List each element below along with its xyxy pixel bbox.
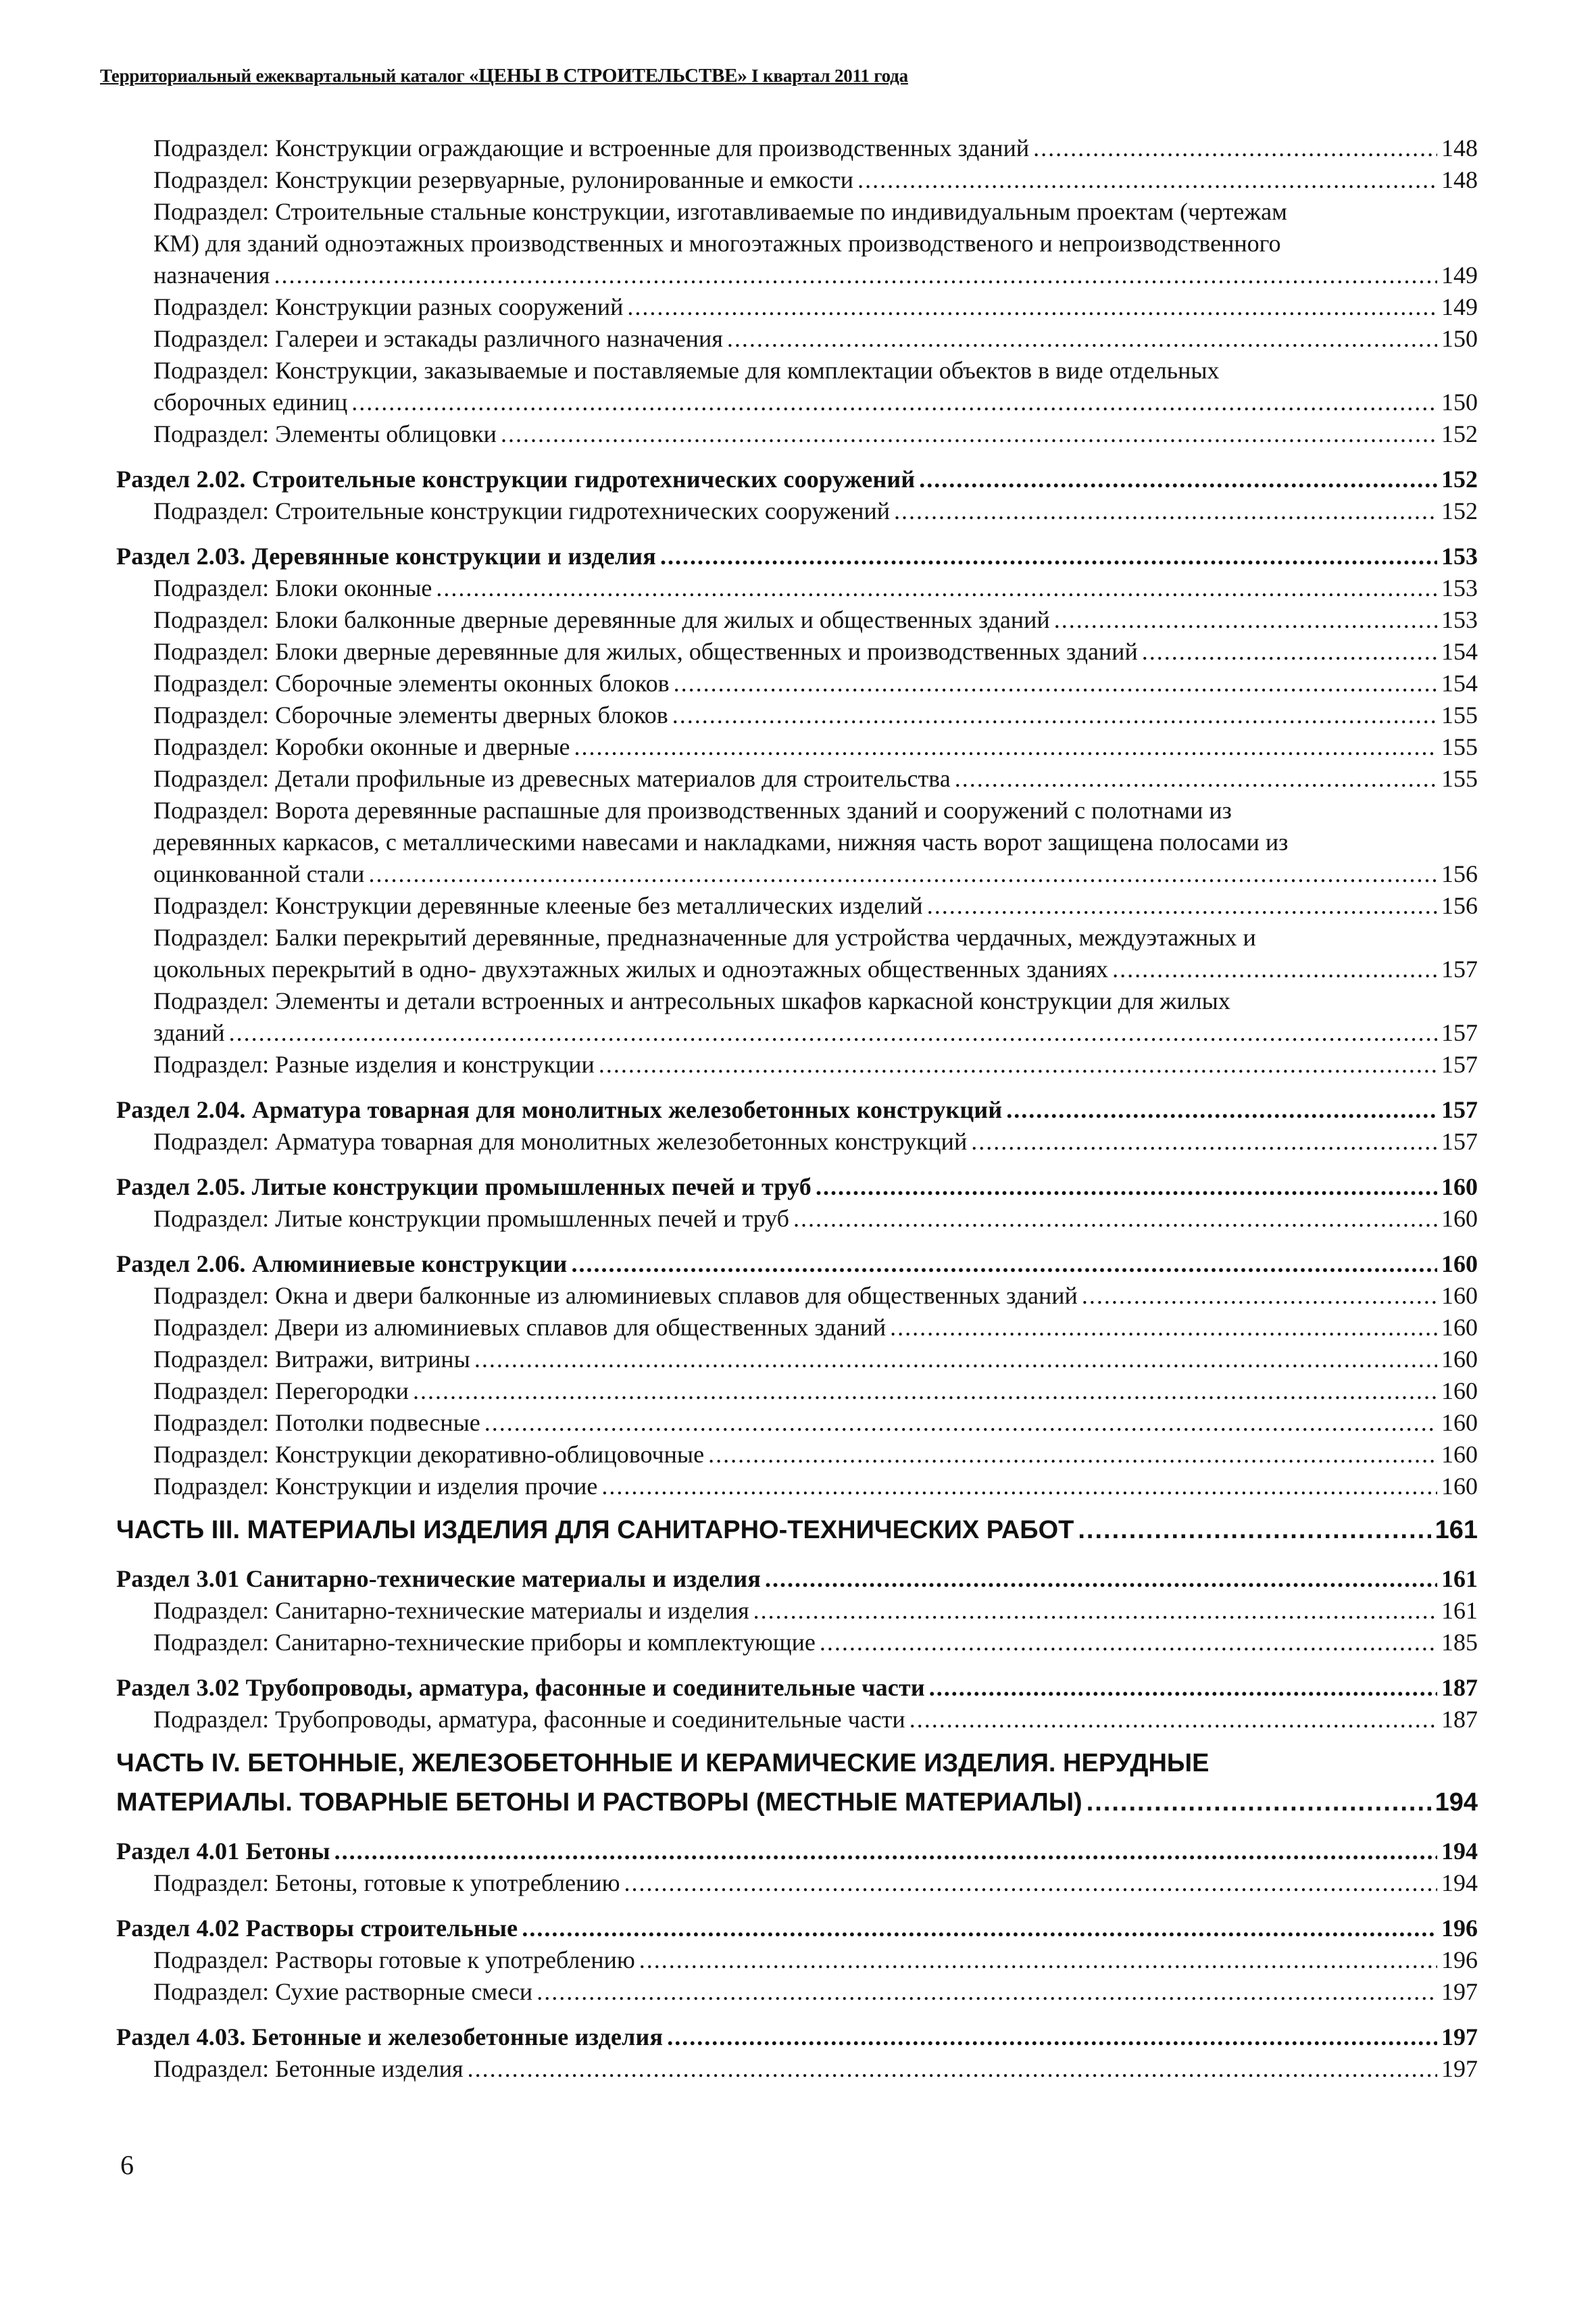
subsection-entry-title: Подраздел: Бетоны, готовые к употреблению (153, 1869, 620, 1896)
subsection-entry[interactable] (116, 1203, 1478, 1235)
header-catalog-title: «ЦЕНЫ В СТРОИТЕЛЬСТВЕ» (468, 65, 747, 87)
dot-leader (753, 1595, 1437, 1627)
dot-leader (1054, 604, 1437, 636)
subsection-entry-title: Подраздел: Растворы готовые к употреблению (153, 1946, 635, 1973)
dot-leader (857, 164, 1437, 196)
subsection-entry-page: 157 (1441, 956, 1478, 983)
subsection-entry-page: 152 (1441, 497, 1478, 524)
subsection-entry-title-line: сборочных единиц (153, 389, 348, 416)
section-entry-title: Раздел 2.06. Алюминиевые конструкции (116, 1250, 568, 1277)
section-entry-title: Раздел 3.01 Санитарно-технические материалы и изделия (116, 1565, 762, 1592)
table-of-contents (116, 132, 1478, 2085)
dot-leader (674, 668, 1437, 699)
subsection-entry[interactable] (116, 572, 1478, 604)
part-entry-last-line (116, 1783, 1478, 1822)
section-entry-title: Раздел 2.05. Литые конструкции промышленных печей и труб (116, 1173, 812, 1200)
part-entry[interactable] (116, 1744, 1478, 1822)
dot-leader (474, 1344, 1437, 1375)
subsection-entry[interactable] (116, 132, 1478, 164)
subsection-entry-title-line: КМ) для зданий одноэтажных производственных и многоэтажных производственого и непроизводственного (153, 230, 1281, 257)
subsection-entry[interactable] (116, 1312, 1478, 1344)
subsection-entry-title: Подраздел: Конструкции резервуарные, рулонированные и емкости (153, 166, 854, 193)
subsection-entry-title: Подраздел: Санитарно-технические приборы и комплектующие (153, 1629, 816, 1656)
subsection-entry-page: 156 (1441, 860, 1478, 887)
subsection-entry-page: 160 (1441, 1473, 1478, 1500)
subsection-entry-title: Подраздел: Конструкции деревянные клееные без металлических изделий (153, 892, 923, 919)
subsection-entry-last-line (153, 387, 1478, 418)
subsection-entry[interactable] (116, 795, 1478, 890)
subsection-entry-title-line: Подраздел: Строительные стальные конструкции, изготавливаемые по индивидуальным проектам (чертежам (153, 198, 1287, 225)
dot-leader (1006, 1094, 1437, 1126)
subsection-entry-title: Подраздел: Окна и двери балконные из алюминиевых сплавов для общественных зданий (153, 1282, 1078, 1309)
subsection-entry-page: 160 (1441, 1314, 1478, 1341)
dot-leader (413, 1375, 1437, 1407)
subsection-entry[interactable] (116, 1126, 1478, 1158)
subsection-entry-title-line: зданий (153, 1019, 225, 1046)
section-entry-page: 161 (1441, 1565, 1478, 1592)
subsection-entry-title-line: цокольных перекрытий в одно- двухэтажных жилых и одноэтажных общественных зданиях (153, 956, 1109, 983)
subsection-entry-title: Подраздел: Конструкции разных сооружений (153, 293, 624, 320)
dot-leader (574, 731, 1437, 763)
subsection-entry-title: Подраздел: Детали профильные из древесных материалов для строительства (153, 765, 951, 792)
section-entry-page: 187 (1441, 1674, 1478, 1701)
subsection-entry-page: 185 (1441, 1629, 1478, 1656)
section-entry-title: Раздел 4.01 Бетоны (116, 1838, 330, 1865)
subsection-entry-last-line (153, 1017, 1478, 1049)
header-prefix: Территориальный ежеквартальный каталог (100, 66, 469, 86)
dot-leader (894, 495, 1437, 527)
section-entry[interactable] (116, 464, 1478, 495)
dot-leader (727, 323, 1437, 355)
subsection-entry[interactable] (116, 1627, 1478, 1658)
subsection-entry-title-line: Подраздел: Конструкции, заказываемые и поставляемые для комплектации объектов в виде отдельных (153, 357, 1220, 384)
subsection-entry[interactable] (116, 668, 1478, 699)
subsection-entry-title: Подраздел: Блоки дверные деревянные для жилых, общественных и производственных зданий (153, 638, 1138, 665)
dot-leader (890, 1312, 1437, 1344)
dot-leader (1078, 1510, 1430, 1550)
subsection-entry-page: 160 (1441, 1377, 1478, 1404)
subsection-entry-title: Подраздел: Арматура товарная для монолитных железобетонных конструкций (153, 1128, 968, 1155)
subsection-entry[interactable] (116, 699, 1478, 731)
subsection-entry-page: 157 (1441, 1051, 1478, 1078)
dot-leader (639, 1944, 1437, 1976)
dot-leader (927, 890, 1437, 922)
dot-leader (334, 1836, 1437, 1867)
subsection-entry[interactable] (116, 636, 1478, 668)
subsection-entry-page: 160 (1441, 1346, 1478, 1373)
subsection-entry[interactable] (116, 1049, 1478, 1081)
dot-leader (624, 1867, 1438, 1899)
subsection-entry-page: 148 (1441, 134, 1478, 162)
subsection-entry-title: Подраздел: Сборочные элементы оконных блоков (153, 670, 670, 697)
subsection-entry-title: Подраздел: Коробки оконные и дверные (153, 733, 570, 760)
section-entry[interactable] (116, 2021, 1478, 2053)
subsection-entry-page: 160 (1441, 1441, 1478, 1468)
page-number: 6 (120, 2150, 134, 2180)
subsection-entry-title-line: Подраздел: Элементы и детали встроенных и антресольных шкафов каркасной конструкции для жилых (153, 987, 1230, 1014)
section-entry[interactable] (116, 1913, 1478, 1944)
dot-leader (1082, 1280, 1437, 1312)
section-entry-title: Раздел 4.03. Бетонные и железобетонные изделия (116, 2023, 664, 2050)
subsection-entry[interactable] (116, 1471, 1478, 1502)
dot-leader (229, 1017, 1437, 1049)
subsection-entry[interactable] (116, 1867, 1478, 1899)
subsection-entry[interactable] (116, 2053, 1478, 2085)
dot-leader (919, 464, 1437, 495)
subsection-entry[interactable] (116, 731, 1478, 763)
header-suffix: I квартал 2011 года (747, 66, 908, 86)
section-entry[interactable] (116, 1248, 1478, 1280)
subsection-entry[interactable] (116, 1595, 1478, 1627)
subsection-entry[interactable] (116, 164, 1478, 196)
running-header (100, 65, 1093, 87)
subsection-entry[interactable] (116, 985, 1478, 1049)
subsection-entry-page: 154 (1441, 670, 1478, 697)
dot-leader (599, 1049, 1437, 1081)
dot-leader (436, 572, 1437, 604)
subsection-entry-page: 156 (1441, 892, 1478, 919)
dot-leader (1142, 636, 1437, 668)
subsection-entry-page: 160 (1441, 1409, 1478, 1436)
subsection-entry-title-line: деревянных каркасов, с металлическими навесами и накладками, нижняя часть ворот защищена полосами из (153, 829, 1289, 856)
part-entry-page: 194 (1435, 1788, 1478, 1817)
section-entry-title: Раздел 2.03. Деревянные конструкции и изделия (116, 543, 656, 570)
section-entry-page: 197 (1441, 2023, 1478, 2050)
subsection-entry[interactable] (116, 1944, 1478, 1976)
subsection-entry[interactable] (116, 323, 1478, 355)
subsection-entry-title: Подраздел: Конструкции ограждающие и встроенные для производственных зданий (153, 134, 1030, 162)
subsection-entry[interactable] (116, 1375, 1478, 1407)
subsection-entry-page: 153 (1441, 574, 1478, 601)
section-entry-page: 153 (1441, 543, 1478, 570)
section-entry[interactable] (116, 1836, 1478, 1867)
subsection-entry-page: 160 (1441, 1282, 1478, 1309)
subsection-entry-title-line: оцинкованной стали (153, 860, 365, 887)
section-entry[interactable] (116, 1171, 1478, 1203)
subsection-entry-page: 157 (1441, 1019, 1478, 1046)
dot-leader (820, 1627, 1437, 1658)
dot-leader (765, 1563, 1437, 1595)
dot-leader (672, 699, 1437, 731)
subsection-entry-title-line: Подраздел: Балки перекрытий деревянные, предназначенные для устройства чердачных, междуэтажных и (153, 924, 1256, 951)
subsection-entry-page: 149 (1441, 293, 1478, 320)
section-entry-title: Раздел 2.02. Строительные конструкции гидротехнических сооружений (116, 466, 916, 493)
subsection-entry-page: 149 (1441, 262, 1478, 289)
subsection-entry-page: 150 (1441, 325, 1478, 352)
subsection-entry-page: 154 (1441, 638, 1478, 665)
section-entry-title: Раздел 4.02 Растворы строительные (116, 1915, 518, 1942)
dot-leader (1033, 132, 1437, 164)
section-entry[interactable] (116, 1672, 1478, 1704)
subsection-entry-page: 157 (1441, 1128, 1478, 1155)
part-entry[interactable] (116, 1510, 1478, 1550)
section-entry-page: 160 (1441, 1173, 1478, 1200)
subsection-entry-title: Подраздел: Сухие растворные смеси (153, 1978, 533, 2005)
dot-leader (955, 763, 1437, 795)
subsection-entry-page: 155 (1441, 733, 1478, 760)
subsection-entry[interactable] (116, 922, 1478, 985)
subsection-entry-title: Подраздел: Элементы облицовки (153, 420, 497, 447)
part-entry-title: ЧАСТЬ III. МАТЕРИАЛЫ ИЗДЕЛИЯ ДЛЯ САНИТАРНО-ТЕХНИЧЕСКИХ РАБОТ (116, 1516, 1074, 1544)
subsection-entry[interactable] (116, 890, 1478, 922)
subsection-entry[interactable] (116, 763, 1478, 795)
subsection-entry[interactable] (116, 1344, 1478, 1375)
subsection-entry-page: 153 (1441, 606, 1478, 633)
subsection-entry[interactable] (116, 291, 1478, 323)
subsection-entry-page: 187 (1441, 1706, 1478, 1733)
subsection-entry-title-line: Подраздел: Ворота деревянные распашные для производственных зданий и сооружений с полотнами из (153, 797, 1232, 824)
section-entry[interactable] (116, 541, 1478, 572)
dot-leader (1087, 1783, 1431, 1822)
subsection-entry-page: 197 (1441, 2055, 1478, 2082)
subsection-entry-title: Подраздел: Трубопроводы, арматура, фасонные и соединительные части (153, 1706, 905, 1733)
dot-leader (793, 1203, 1437, 1235)
subsection-entry-page: 160 (1441, 1205, 1478, 1232)
dot-leader (816, 1171, 1437, 1203)
subsection-entry-title: Подраздел: Санитарно-технические материалы и изделия (153, 1597, 749, 1624)
subsection-entry-title: Подраздел: Блоки балконные дверные деревянные для жилых и общественных зданий (153, 606, 1050, 633)
subsection-entry-last-line (153, 260, 1478, 291)
dot-leader (1112, 954, 1437, 985)
subsection-entry[interactable] (116, 355, 1478, 418)
subsection-entry-title: Подраздел: Сборочные элементы дверных блоков (153, 701, 668, 729)
section-entry-page: 152 (1441, 466, 1478, 493)
subsection-entry-page: 155 (1441, 765, 1478, 792)
subsection-entry-title: Подраздел: Разные изделия и конструкции (153, 1051, 595, 1078)
subsection-entry[interactable] (116, 418, 1478, 450)
subsection-entry-title: Подраздел: Витражи, витрины (153, 1346, 470, 1373)
subsection-entry-title: Подраздел: Строительные конструкции гидротехнических сооружений (153, 497, 891, 524)
dot-leader (274, 260, 1437, 291)
section-entry-page: 194 (1441, 1838, 1478, 1865)
section-entry-page: 160 (1441, 1250, 1478, 1277)
subsection-entry-title: Подраздел: Конструкции и изделия прочие (153, 1473, 598, 1500)
subsection-entry-title: Подраздел: Галереи и эстакады различного назначения (153, 325, 723, 352)
subsection-entry-page: 155 (1441, 701, 1478, 729)
subsection-entry-title: Подраздел: Перегородки (153, 1377, 409, 1404)
dot-leader (909, 1704, 1437, 1736)
dot-leader (468, 2053, 1437, 2085)
subsection-entry-title-line: назначения (153, 262, 270, 289)
subsection-entry-page: 197 (1441, 1978, 1478, 2005)
section-entry-title: Раздел 3.02 Трубопроводы, арматура, фасонные и соединительные части (116, 1674, 925, 1701)
section-entry[interactable] (116, 1094, 1478, 1126)
dot-leader (929, 1672, 1437, 1704)
subsection-entry-page: 152 (1441, 420, 1478, 447)
dot-leader (667, 2021, 1437, 2053)
subsection-entry[interactable] (116, 196, 1478, 291)
subsection-entry[interactable] (116, 495, 1478, 527)
subsection-entry[interactable] (116, 1976, 1478, 2008)
dot-leader (351, 387, 1437, 418)
dot-leader (660, 541, 1437, 572)
dot-leader (537, 1976, 1437, 2008)
dot-leader (708, 1439, 1437, 1471)
dot-leader (971, 1126, 1437, 1158)
dot-leader (484, 1407, 1437, 1439)
dot-leader (501, 418, 1437, 450)
dot-leader (522, 1913, 1437, 1944)
dot-leader (572, 1248, 1437, 1280)
section-entry-page: 196 (1441, 1915, 1478, 1942)
subsection-entry[interactable] (116, 1407, 1478, 1439)
dot-leader (627, 291, 1437, 323)
subsection-entry-page: 196 (1441, 1946, 1478, 1973)
section-entry[interactable] (116, 1563, 1478, 1595)
subsection-entry-title: Подраздел: Потолки подвесные (153, 1409, 480, 1436)
subsection-entry-page: 161 (1441, 1597, 1478, 1624)
subsection-entry-title: Подраздел: Бетонные изделия (153, 2055, 464, 2082)
subsection-entry-page: 150 (1441, 389, 1478, 416)
subsection-entry-page: 148 (1441, 166, 1478, 193)
dot-leader (601, 1471, 1437, 1502)
subsection-entry[interactable] (116, 1704, 1478, 1736)
subsection-entry[interactable] (116, 1280, 1478, 1312)
subsection-entry-title: Подраздел: Блоки оконные (153, 574, 432, 601)
part-entry-title-line: МАТЕРИАЛЫ. ТОВАРНЫЕ БЕТОНЫ И РАСТВОРЫ (МЕСТНЫЕ МАТЕРИАЛЫ) (116, 1788, 1082, 1817)
subsection-entry-title: Подраздел: Двери из алюминиевых сплавов для общественных зданий (153, 1314, 887, 1341)
section-entry-page: 157 (1441, 1096, 1478, 1123)
section-entry-title: Раздел 2.04. Арматура товарная для монолитных железобетонных конструкций (116, 1096, 1003, 1123)
part-entry-page: 161 (1435, 1516, 1478, 1544)
subsection-entry-last-line (153, 954, 1478, 985)
dot-leader (368, 858, 1437, 890)
subsection-entry-title: Подраздел: Литые конструкции промышленных печей и труб (153, 1205, 789, 1232)
part-entry-title-line: ЧАСТЬ IV. БЕТОННЫЕ, ЖЕЛЕЗОБЕТОННЫЕ И КЕРАМИЧЕСКИЕ ИЗДЕЛИЯ. НЕРУДНЫЕ (116, 1749, 1210, 1777)
subsection-entry[interactable] (116, 604, 1478, 636)
subsection-entry-page: 194 (1441, 1869, 1478, 1896)
subsection-entry-title: Подраздел: Конструкции декоративно-облицовочные (153, 1441, 705, 1468)
subsection-entry-last-line (153, 858, 1478, 890)
subsection-entry[interactable] (116, 1439, 1478, 1471)
